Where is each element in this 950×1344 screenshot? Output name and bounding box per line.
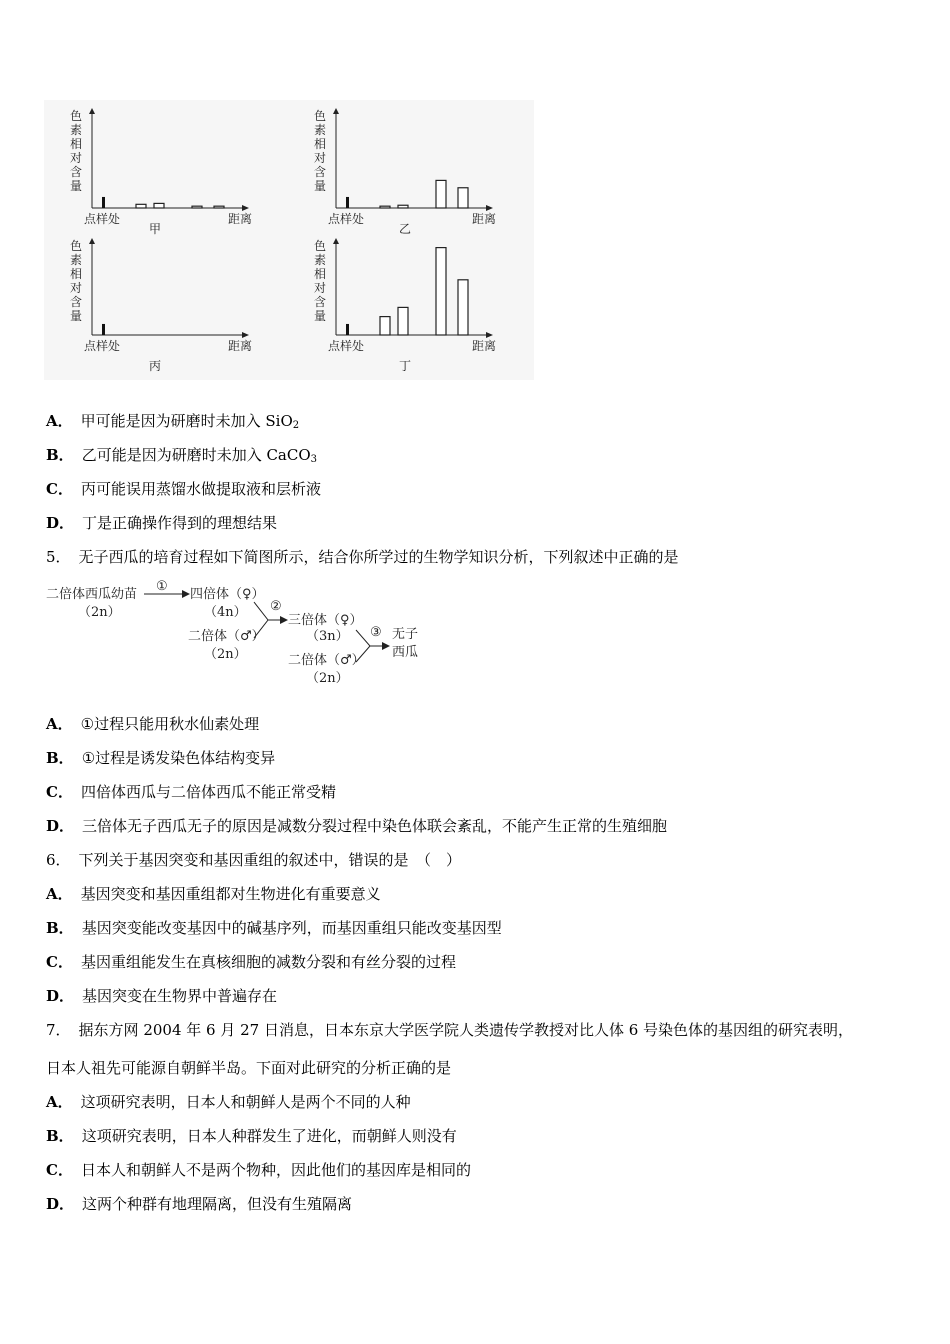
- y-label-char-2-5: 量: [70, 309, 83, 323]
- bar-3-2: [398, 307, 408, 335]
- x-axis-arrow-3: [486, 332, 493, 338]
- bar-0-2: [154, 203, 164, 208]
- bar-3-0: [346, 324, 349, 335]
- y-axis-arrow-2: [89, 238, 95, 244]
- panel-name-0: 甲: [149, 222, 162, 236]
- y-label-char-0-1: 素: [70, 123, 83, 137]
- diploid-male-ploidy: （2n）: [204, 647, 247, 662]
- tetraploid-label: 四倍体（♀）: [190, 587, 265, 602]
- y-label-char-3-5: 量: [314, 309, 327, 323]
- step3-label: ③: [370, 625, 382, 640]
- q6-option-c: C． 基因重组能发生在真核细胞的减数分裂和有丝分裂的过程: [46, 953, 456, 971]
- q6-option-d: D． 基因突变在生物界中普遍存在: [46, 987, 278, 1005]
- q7-stem-line2: 日本人祖先可能源自朝鲜半岛。下面对此研究的分析正确的是: [46, 1059, 452, 1077]
- y-label-char-0-5: 量: [70, 179, 83, 193]
- step1-label: ①: [156, 580, 168, 594]
- y-label-char-2-1: 素: [70, 253, 83, 267]
- y-label-char-0-2: 相: [70, 137, 83, 151]
- tetraploid-ploidy: （4n）: [204, 605, 247, 620]
- y-label-char-2-3: 对: [70, 281, 83, 295]
- step1-arrowhead: [182, 590, 190, 598]
- bar-3-4: [458, 280, 468, 335]
- q7-option-b: B． 这项研究表明，日本人种群发生了进化，而朝鲜人则没有: [46, 1127, 457, 1145]
- q5-stem: 5． 无子西瓜的培育过程如下简图所示，结合你所学过的生物学知识分析，下列叙述中正确的是: [46, 548, 679, 566]
- pigment-charts-svg: [44, 100, 534, 380]
- y-axis-arrow-0: [89, 108, 95, 114]
- q7-option-d: D． 这两个种群有地理隔离，但没有生殖隔离: [46, 1195, 353, 1213]
- bar-0-4: [214, 206, 224, 208]
- y-label-char-1-2: 相: [314, 137, 327, 151]
- q4-option-b: B． 乙可能是因为研磨时未加入 CaCO$_3$: [46, 446, 318, 465]
- origin-label-3: 点样处: [328, 339, 365, 353]
- q5-option-b: B． ①过程是诱发染色体结构变异: [46, 749, 276, 767]
- bar-1-1: [380, 206, 390, 208]
- bar-1-2: [398, 205, 408, 208]
- result-label-1: 无子: [392, 627, 419, 642]
- diploid-male-label: 二倍体（♂）: [188, 629, 265, 644]
- y-label-char-2-2: 相: [70, 267, 83, 281]
- x-label-1: 距离: [472, 212, 497, 226]
- bar-0-3: [192, 206, 202, 208]
- bar-2-0: [102, 324, 105, 335]
- q7-option-c: C． 日本人和朝鲜人不是两个物种，因此他们的基因库是相同的: [46, 1161, 471, 1179]
- y-label-char-2-4: 含: [70, 295, 83, 309]
- seedling-ploidy: （2n）: [78, 605, 121, 620]
- diploid-male2-label: 二倍体（♂）: [288, 653, 365, 668]
- panel-name-1: 乙: [399, 222, 412, 236]
- seedling-label: 二倍体西瓜幼苗: [46, 587, 138, 602]
- q4-option-c: C． 丙可能误用蒸馏水做提取液和层析液: [46, 480, 321, 498]
- origin-label-1: 点样处: [328, 212, 365, 226]
- y-axis-arrow-1: [333, 108, 339, 114]
- x-axis-arrow-2: [242, 332, 249, 338]
- origin-label-2: 点样处: [84, 339, 121, 353]
- cross1-arrowhead: [280, 616, 288, 624]
- q5-option-a: A． ①过程只能用秋水仙素处理: [46, 715, 260, 733]
- triploid-label: 三倍体（♀）: [288, 613, 363, 628]
- triploid-ploidy: （3n）: [306, 629, 349, 644]
- bar-0-1: [136, 204, 146, 208]
- y-label-char-1-1: 素: [314, 123, 327, 137]
- breeding-diagram-svg: [44, 580, 474, 690]
- x-axis-arrow-1: [486, 205, 493, 211]
- y-axis-arrow-3: [333, 238, 339, 244]
- panel-name-2: 丙: [149, 359, 162, 373]
- result-label-2: 西瓜: [392, 645, 419, 660]
- x-label-3: 距离: [472, 339, 497, 353]
- y-label-char-0-4: 含: [70, 165, 83, 179]
- q6-stem: 6． 下列关于基因突变和基因重组的叙述中，错误的是 （ ）: [46, 851, 462, 869]
- y-label-char-1-4: 含: [314, 165, 327, 179]
- y-label-char-3-1: 素: [314, 253, 327, 267]
- step2-label: ②: [270, 599, 282, 614]
- y-label-char-3-4: 含: [314, 295, 327, 309]
- cross2-arrowhead: [382, 642, 390, 650]
- pigment-charts-figure: [44, 100, 534, 380]
- y-label-char-0-0: 色: [70, 109, 83, 123]
- q6-option-a: A． 基因突变和基因重组都对生物进化有重要意义: [46, 885, 381, 903]
- q7-stem-line1: 7． 据东方网 2004 年 6 月 27 日消息，日本东京大学医学院人类遗传学教授对比人体 6 号染色体的基因组的研究表明，: [46, 1021, 854, 1039]
- q4-option-a: A． 甲可能是因为研磨时未加入 SiO$_2$: [46, 412, 300, 431]
- bar-1-0: [346, 197, 349, 208]
- y-label-char-1-0: 色: [314, 109, 327, 123]
- q7-option-a: A． 这项研究表明，日本人和朝鲜人是两个不同的人种: [46, 1093, 411, 1111]
- origin-label-0: 点样处: [84, 212, 121, 226]
- y-label-char-3-2: 相: [314, 267, 327, 281]
- bar-3-3: [436, 248, 446, 335]
- bar-0-0: [102, 197, 105, 208]
- q6-option-b: B． 基因突变能改变基因中的碱基序列，而基因重组只能改变基因型: [46, 919, 502, 937]
- bar-1-4: [458, 188, 468, 208]
- q4-option-d: D． 丁是正确操作得到的理想结果: [46, 514, 278, 532]
- q5-option-c: C． 四倍体西瓜与二倍体西瓜不能正常受精: [46, 783, 336, 801]
- y-label-char-2-0: 色: [70, 239, 83, 253]
- y-label-char-1-3: 对: [314, 151, 327, 165]
- bar-1-3: [436, 180, 446, 208]
- y-label-char-3-3: 对: [314, 281, 327, 295]
- y-label-char-0-3: 对: [70, 151, 83, 165]
- panel-name-3: 丁: [399, 359, 412, 373]
- y-label-char-3-0: 色: [314, 239, 327, 253]
- x-label-0: 距离: [228, 212, 253, 226]
- x-label-2: 距离: [228, 339, 253, 353]
- y-label-char-1-5: 量: [314, 179, 327, 193]
- x-axis-arrow-0: [242, 205, 249, 211]
- bar-3-1: [380, 317, 390, 335]
- diploid-male2-ploidy: （2n）: [306, 671, 349, 686]
- q5-option-d: D． 三倍体无子西瓜无子的原因是减数分裂过程中染色体联会紊乱，不能产生正常的生殖细胞: [46, 817, 668, 835]
- breeding-diagram: [44, 580, 474, 690]
